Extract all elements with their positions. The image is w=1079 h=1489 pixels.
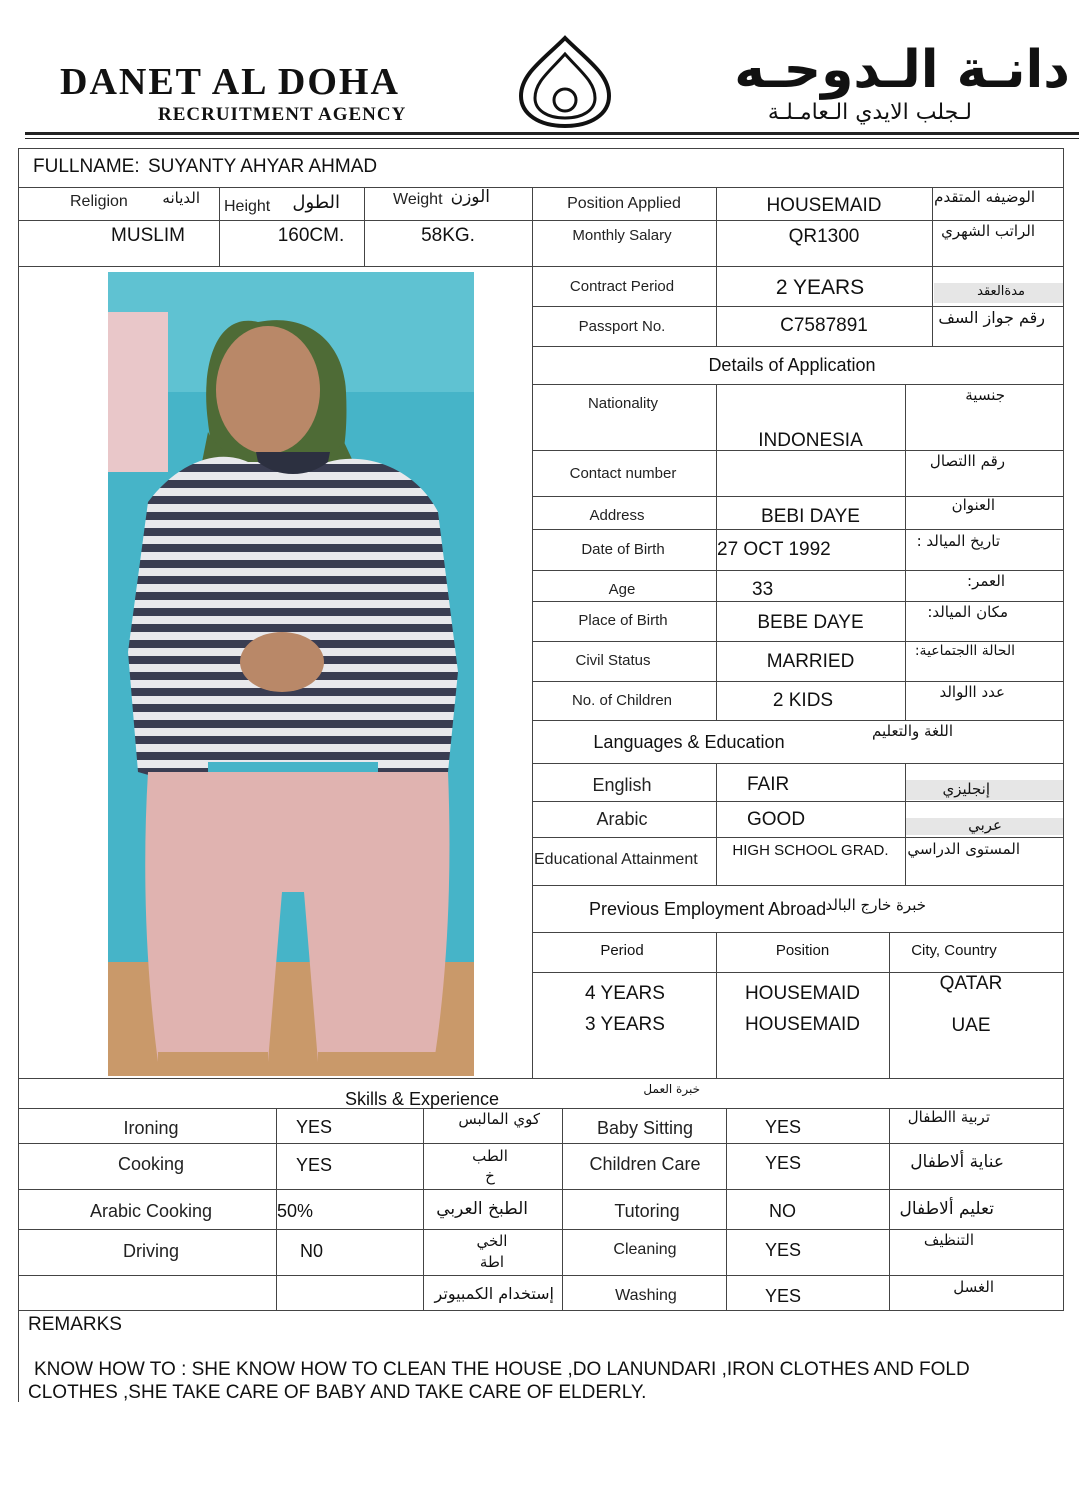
address-label-ar: العنوان [951, 496, 995, 514]
employment-title-ar: خبرة خارج البالد [825, 896, 926, 914]
skill-label-ar: الغسل [953, 1278, 994, 1296]
salary-value: QR1300 [788, 226, 860, 247]
dob-label-ar: تاريخ الميالد : [916, 532, 1000, 550]
nationality-value: INDONESIA [758, 430, 863, 451]
skill-label: Arabic Cooking [89, 1201, 213, 1221]
civil-value: MARRIED [766, 651, 855, 672]
education-value: HIGH SCHOOL GRAD. [732, 842, 889, 859]
dob-value: 27 OCT 1992 [717, 539, 831, 560]
brand-name-en: DANET AL DOHA [60, 61, 400, 103]
religion-value: MUSLIM [111, 225, 185, 246]
arabic-label-ar: عربي [968, 816, 1002, 834]
skill-value: YES [765, 1117, 802, 1137]
pob-value: BEBE DAYE [757, 612, 864, 633]
height-label-ar: الطول [292, 192, 340, 213]
english-label-ar: إنجليزي [942, 780, 990, 798]
children-value: 2 KIDS [772, 690, 834, 711]
passport-label: Passport No. [578, 318, 666, 335]
remarks-line-2: CLOTHES ,SHE TAKE CARE OF BABY AND TAKE CARE OF ELDERLY. [28, 1382, 647, 1403]
weight-value: 58KG. [421, 225, 475, 246]
pob-label-ar: مكان الميالد: [927, 603, 1008, 621]
skill-label: Driving [122, 1241, 179, 1261]
languages-title-ar: اللغة والتعليم [872, 722, 953, 740]
height-label: Height [224, 198, 271, 215]
skill-value: N0 [300, 1241, 324, 1261]
details-title: Details of Application [708, 355, 876, 375]
skill-label-ar: التنظيف [923, 1231, 974, 1249]
employment-period: 3 YEARS [585, 1014, 665, 1035]
passport-value: C7587891 [780, 315, 868, 336]
position-label: Position Applied [567, 195, 681, 212]
education-label-ar: المستوى الدراسي [907, 840, 1020, 858]
skill-label-ar: تربية االطفال [907, 1108, 990, 1126]
employment-country: UAE [951, 1015, 991, 1036]
passport-label-ar: رقم جواز السف [938, 308, 1045, 327]
pob-label: Place of Birth [578, 612, 668, 629]
fullname-value: SUYANTY AHYAR AHMAD [148, 156, 378, 177]
header-rule-thin [25, 138, 1079, 139]
address-value: BEBI DAYE [761, 506, 860, 527]
religion-label: Religion [70, 193, 128, 210]
weight-label: Weight [393, 191, 443, 208]
position-value: HOUSEMAID [766, 195, 882, 216]
position-label-ar: الوضيفه المتقدم [934, 188, 1035, 206]
address-label: Address [589, 507, 645, 524]
education-label: Educational Attainment [534, 851, 698, 868]
skill-label: Children Care [589, 1154, 701, 1174]
skill-value: YES [765, 1240, 802, 1260]
skill-label: Tutoring [614, 1201, 680, 1221]
skill-label: Cleaning [613, 1241, 677, 1258]
skill-value: 50% [277, 1201, 314, 1221]
employment-col-period: Period [600, 942, 644, 959]
employment-col-city: City, Country [911, 942, 997, 959]
skill-label-ar: الطب خ [472, 1147, 508, 1185]
arabic-value: GOOD [747, 809, 806, 830]
arabic-label: Arabic [596, 809, 648, 829]
contact-label-ar: رقم االتصال [929, 452, 1005, 470]
brand-subtitle-en: RECRUITMENT AGENCY [158, 104, 407, 125]
applicant-photo [108, 272, 474, 1076]
age-label-ar: العمر: [967, 572, 1005, 590]
skill-label-ar: الخي اطة [476, 1232, 508, 1271]
contract-label-ar: مدةالعقد [977, 284, 1025, 299]
skill-value: YES [765, 1153, 802, 1173]
skill-value: YES [765, 1286, 802, 1306]
salary-label-ar: الراتب الشهري [941, 222, 1035, 240]
age-value: 33 [752, 579, 774, 600]
english-label: English [592, 775, 652, 795]
remarks-title: REMARKS [28, 1314, 122, 1335]
employment-title: Previous Employment Abroad [589, 899, 827, 919]
nationality-label-ar: جنسية [965, 386, 1005, 404]
skill-label-ar: عناية ألاطفال [910, 1152, 1004, 1172]
employment-period: 4 YEARS [585, 983, 665, 1004]
contract-label: Contract Period [569, 278, 675, 295]
remarks-line-1: KNOW HOW TO : SHE KNOW HOW TO CLEAN THE HOUSE ,DO LANUNDARI ,IRON CLOTHES AND FOLD [34, 1359, 970, 1380]
skill-label: Baby Sitting [596, 1118, 694, 1138]
skill-label: Ironing [123, 1118, 179, 1138]
height-value: 160CM. [277, 225, 345, 246]
brand-name-ar: دانـة الـدوحـه [734, 40, 1070, 100]
employment-country: QATAR [939, 973, 1003, 994]
skill-label-ar: إستخدام الكمبيوتر [434, 1284, 554, 1303]
skill-value: NO [769, 1201, 796, 1221]
fullname-label: FULLNAME: [33, 156, 140, 177]
skills-title-ar: خبرة العمل [643, 1082, 700, 1096]
employment-col-position: Position [775, 942, 830, 959]
skill-value: YES [296, 1155, 333, 1175]
children-label: No. of Children [571, 692, 673, 709]
header-rule [25, 132, 1079, 135]
children-label-ar: عدد االوالد [939, 683, 1005, 701]
brand-subtitle-ar: لـجلب الايدي الـعامـلـة [767, 100, 972, 125]
religion-label-ar: الديانه [162, 189, 200, 207]
skill-label-ar: كوي المالبس [458, 1110, 540, 1128]
contract-value: 2 YEARS [775, 276, 865, 299]
agency-logo-icon [513, 34, 617, 130]
skills-title: Skills & Experience [345, 1089, 500, 1109]
skill-label-ar: الطبخ العربي [436, 1199, 528, 1219]
employment-position: HOUSEMAID [744, 1014, 861, 1035]
employment-position: HOUSEMAID [744, 983, 861, 1004]
contact-label: Contact number [569, 465, 677, 482]
skill-value: YES [296, 1117, 333, 1137]
dob-label: Date of Birth [581, 541, 665, 558]
nationality-label: Nationality [587, 395, 659, 412]
english-value: FAIR [747, 774, 790, 795]
skill-label: Cooking [117, 1154, 185, 1174]
languages-title: Languages & Education [593, 732, 785, 752]
civil-label: Civil Status [575, 652, 651, 669]
age-label: Age [608, 581, 636, 598]
skill-label-ar: تعليم ألاطفال [899, 1199, 994, 1219]
civil-label-ar: الحالة االجتماعية: [914, 643, 1015, 659]
skill-label: Washing [615, 1287, 677, 1304]
salary-label: Monthly Salary [572, 227, 672, 244]
weight-label-ar: الوزن [450, 187, 490, 207]
